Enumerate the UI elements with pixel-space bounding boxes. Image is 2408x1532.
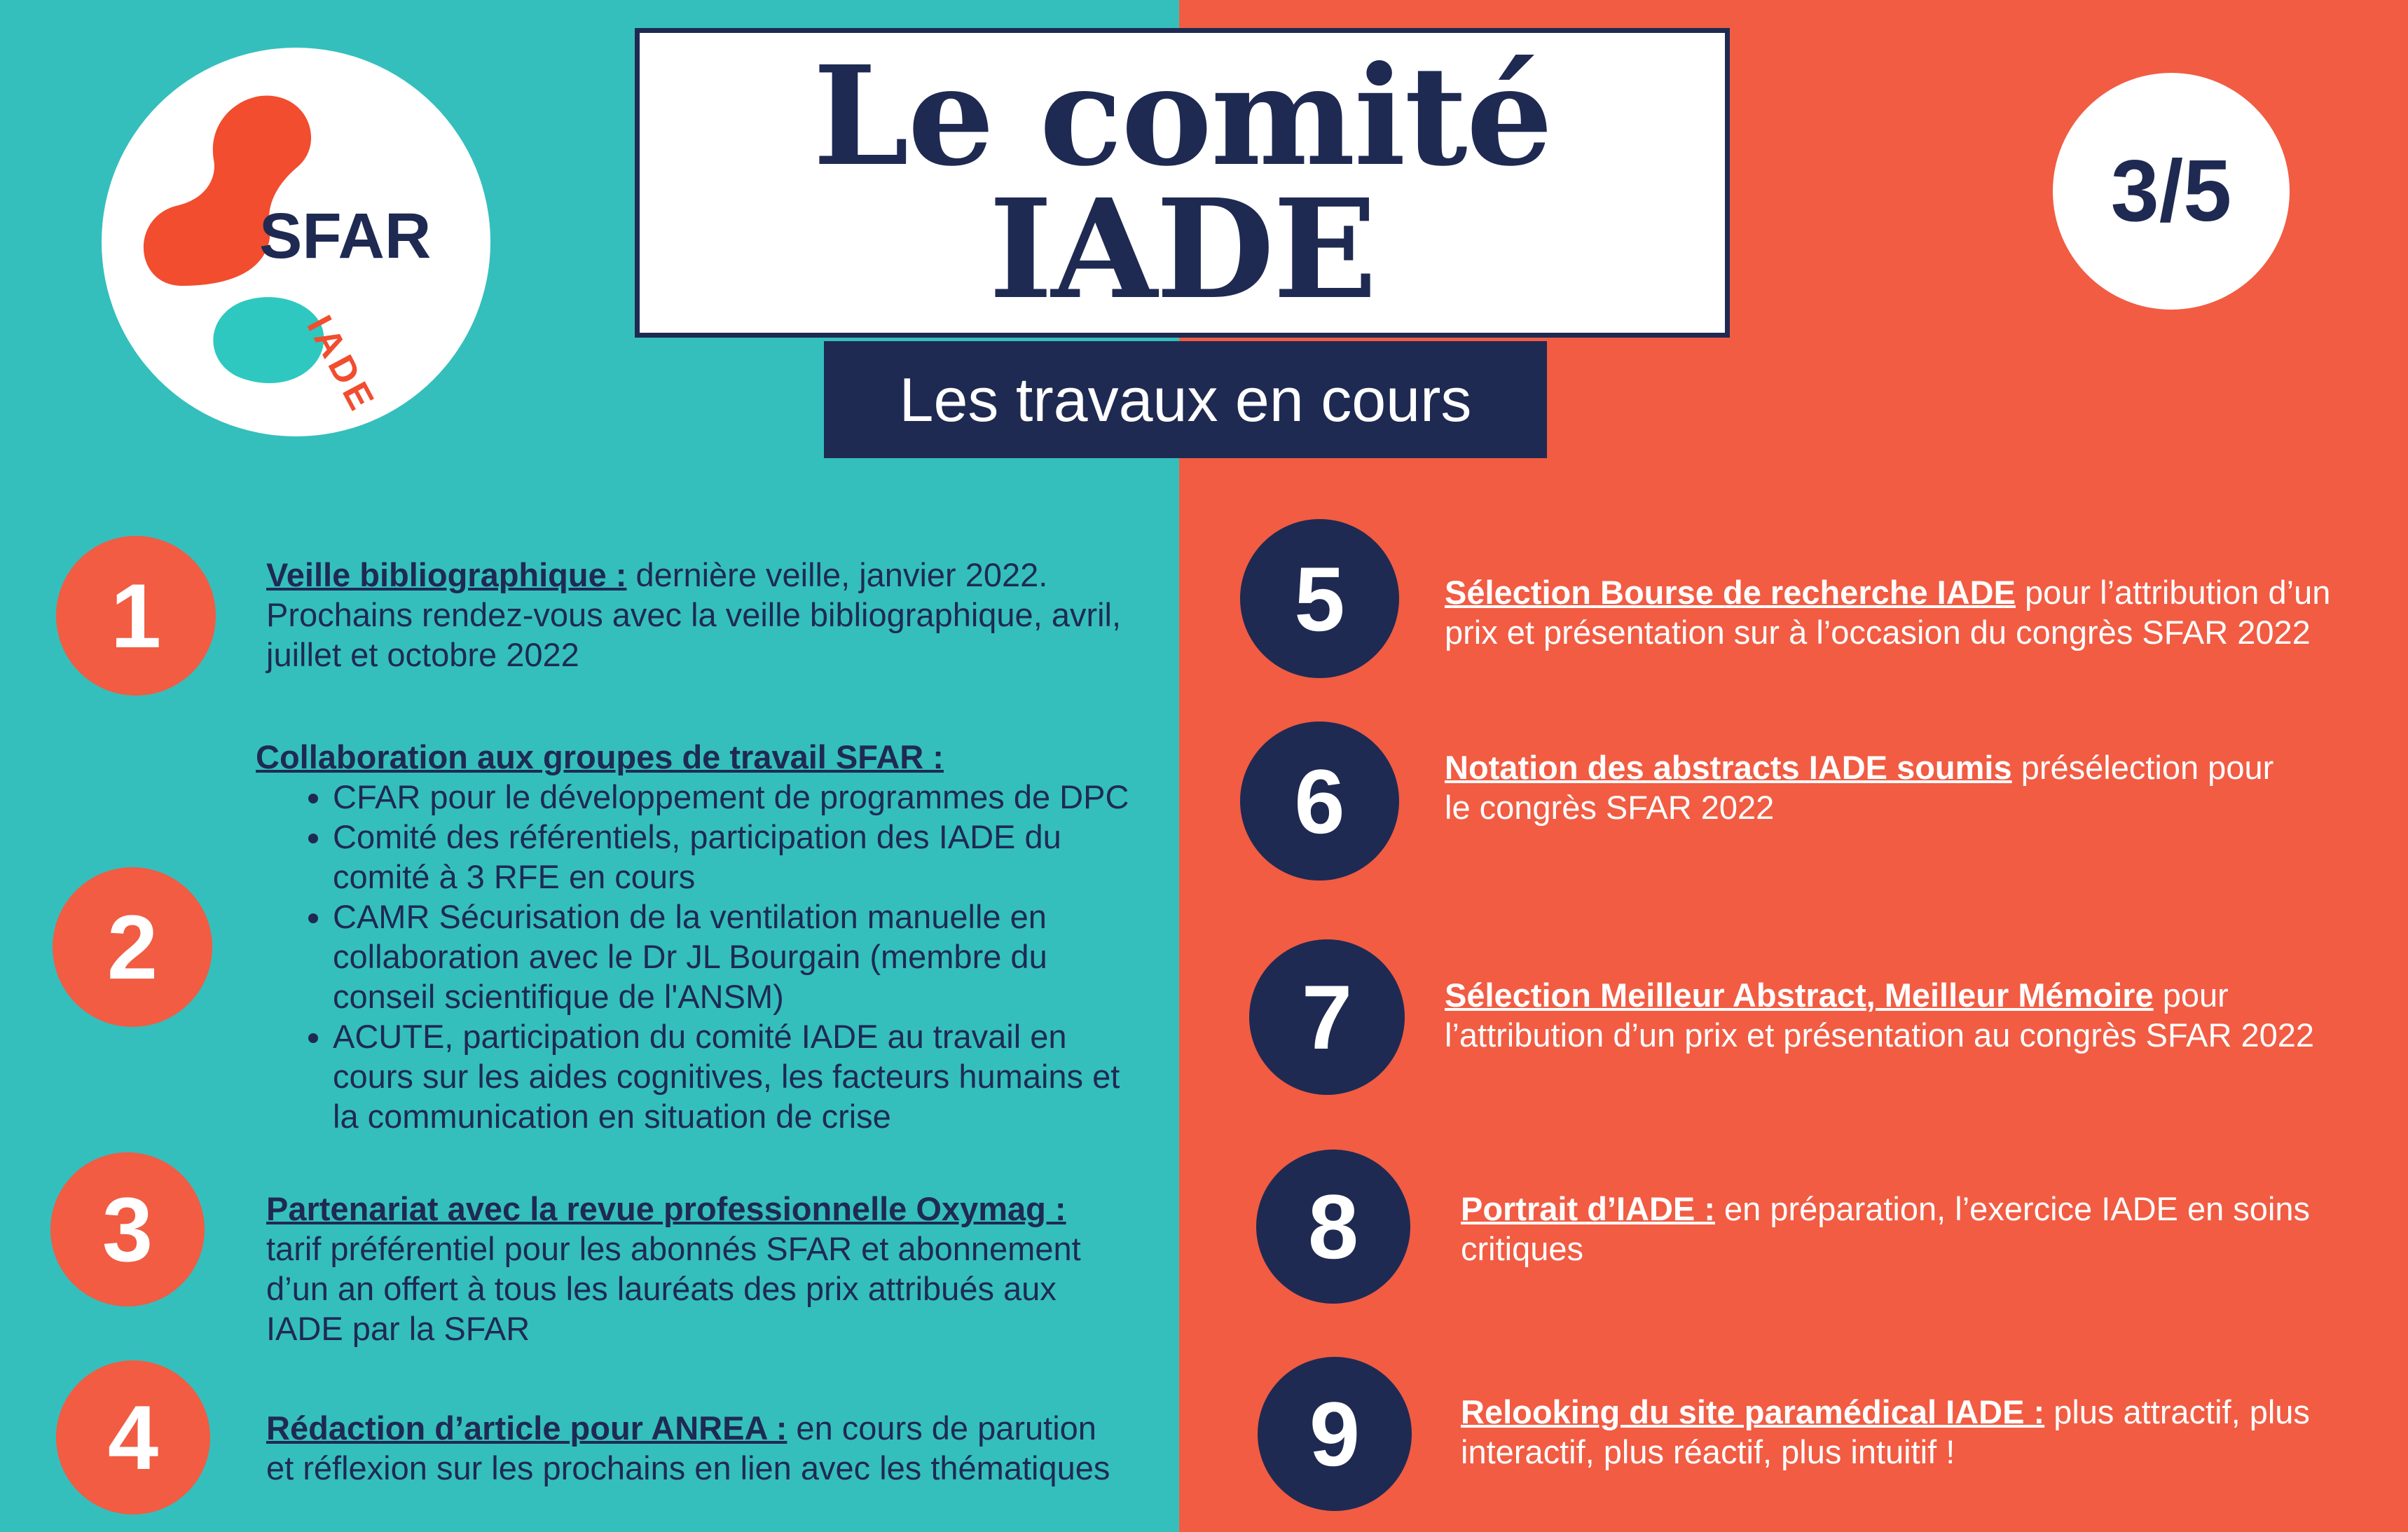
item-2-bullet: • Comité des référentiels, participation des IADE du comité à 3 RFE en cours [333,817,1138,897]
item-8-heading: Portrait d’IADE : [1461,1190,1715,1227]
item-2-bullet: • CFAR pour le développement de programmes de DPC [333,777,1138,817]
number-badge-9: 9 [1258,1357,1412,1511]
item-2-heading: Collaboration aux groupes de travail SFAR : [256,738,944,775]
number-badge-1: 1 [56,536,216,696]
item-5-text: pour l’attribution d’un prix et présentation sur à l’occasion du congrès SFAR 2022 [1445,574,2331,651]
item-9 [1461,1392,2337,1472]
item-4 [266,1408,1128,1488]
logo-brand-text: SFAR [259,200,432,272]
item-3 [266,1189,1107,1348]
item-9-text: plus attractif, plus interactif, plus réactif, plus intuitif ! [1461,1393,2310,1470]
number-badge-8: 8 [1256,1150,1410,1304]
subtitle-banner: Les travaux en cours [824,341,1547,458]
number-badge-2: 2 [53,867,212,1027]
item-4-text: en cours de parution et réflexion sur les prochains en lien avec les thématiques [266,1409,1110,1486]
item-5-heading: Sélection Bourse de recherche IADE [1445,574,2016,611]
number-badge-3: 3 [50,1152,205,1306]
item-6 [1445,747,2306,827]
title-line-1: Le comité [813,36,1552,196]
item-5 [1445,572,2348,652]
item-4-heading: Rédaction d’article pour ANREA : [266,1409,787,1447]
item-1-heading: Veille bibliographique : [266,556,627,593]
item-2-bullet: • CAMR Sécurisation de la ventilation manuelle en collaboration avec le Dr JL Bourgain (membre du conseil scientifique de l'ANSM) [333,897,1138,1016]
sfar-logo-icon [102,48,490,436]
item-2 [256,737,1138,1136]
number-badge-6: 6 [1240,722,1399,881]
title-box [635,28,1730,338]
logo-sub-text: IADE [298,309,384,420]
item-2-bullet-list [256,777,1138,1136]
item-8-text: en préparation, l’exercice IADE en soins critiques [1461,1190,2311,1267]
item-3-text: tarif préférentiel pour les abonnés SFAR et abonnement d’un an offert à tous les lauréats des prix attribués aux IADE par la SFAR [266,1230,1081,1347]
item-1 [266,555,1128,675]
number-badge-5: 5 [1240,519,1399,678]
item-7 [1445,975,2355,1055]
sfar-iade-logo [102,48,490,436]
item-3-heading: Partenariat avec la revue professionnelle Oxymag : [266,1190,1066,1227]
number-badge-7: 7 [1249,939,1405,1095]
item-6-heading: Notation des abstracts IADE soumis [1445,749,2012,786]
title-line-2: IADE [989,169,1376,329]
item-7-text: pour l’attribution d’un prix et présentation au congrès SFAR 2022 [1445,977,2315,1054]
item-6-text: présélection pour le congrès SFAR 2022 [1445,749,2274,826]
item-7-heading: Sélection Meilleur Abstract, Meilleur Mémoire [1445,977,2154,1014]
item-2-bullet: • ACUTE, participation du comité IADE au travail en cours sur les aides cognitives, les facteurs humains et la communication en situation de crise [333,1016,1138,1136]
item-1-text: dernière veille, janvier 2022. Prochains rendez-vous avec la veille bibliographique, avril, juillet et octobre 2022 [266,556,1122,673]
item-8 [1461,1189,2337,1269]
page-indicator: 3/5 [2053,73,2290,310]
number-badge-4: 4 [56,1360,210,1514]
item-9-heading: Relooking du site paramédical IADE : [1461,1393,2045,1430]
